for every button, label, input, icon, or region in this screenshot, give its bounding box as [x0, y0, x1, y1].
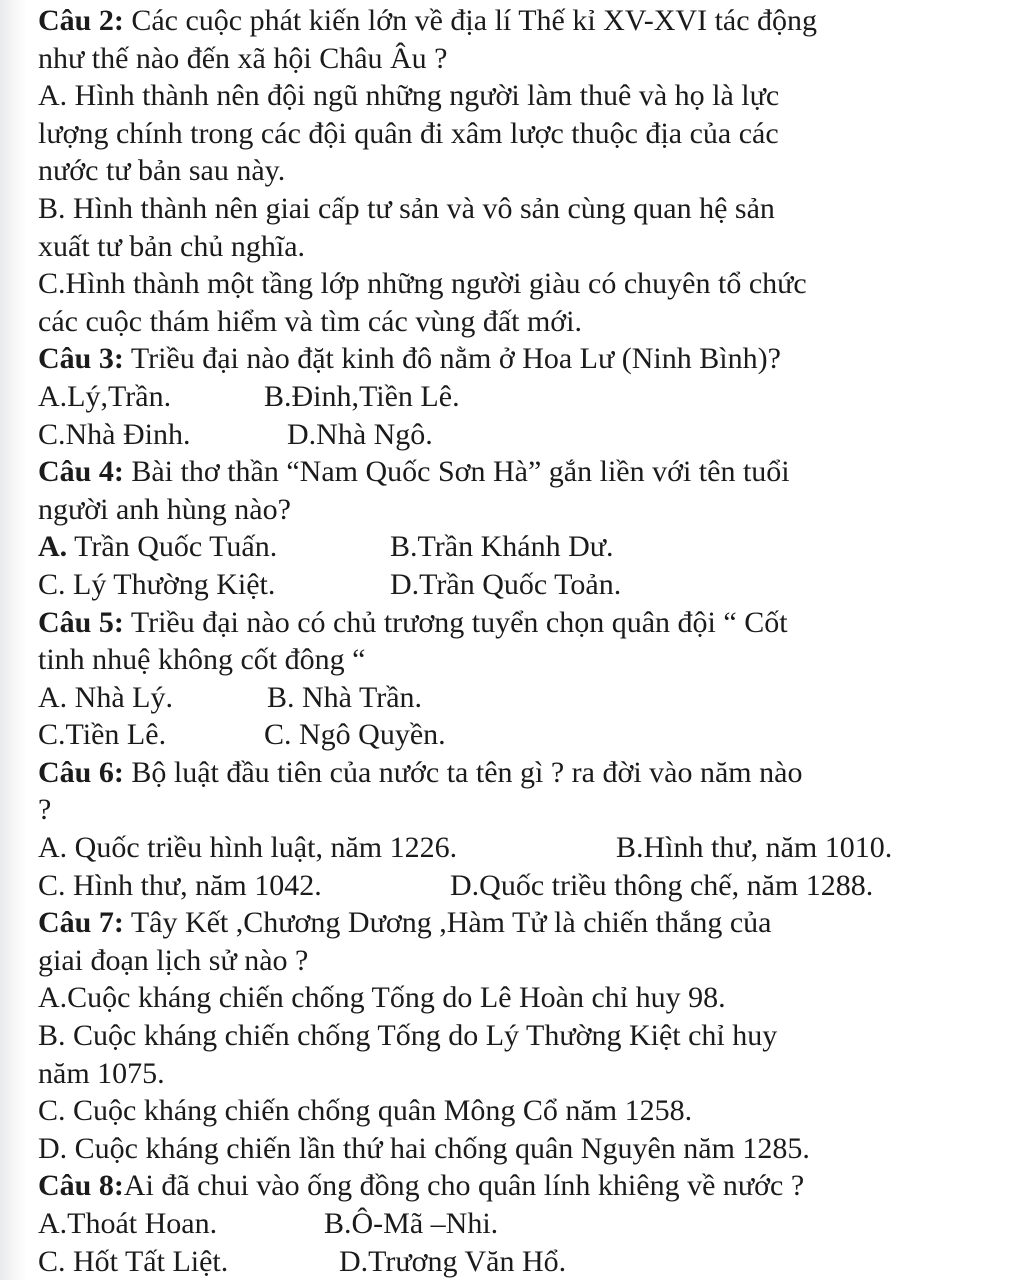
- option-a: A.Thoát Hoan.: [38, 1207, 218, 1240]
- question-text: ?: [38, 793, 52, 827]
- question-4: [38, 453, 1013, 603]
- option-d: C. Ngô Quyền.: [264, 718, 446, 752]
- option-a-prefix: A.: [38, 530, 68, 564]
- question-label: Câu 2:: [38, 4, 124, 37]
- option-text: A.Cuộc kháng chiến chống Tống do Lê Hoàn chỉ huy 98.: [38, 981, 726, 1015]
- question-7: [38, 904, 1013, 1167]
- option-a: A. Quốc triều hình luật, năm 1226.: [38, 831, 458, 865]
- question-text: giai đoạn lịch sử nào ?: [38, 943, 309, 977]
- option-row: [38, 566, 1013, 604]
- option-c: C. Lý Thường Kiệt.: [38, 567, 276, 601]
- option-row: [38, 378, 1013, 416]
- option-row: [38, 1205, 1013, 1243]
- option-c: C.Nhà Đinh.: [38, 417, 191, 451]
- option-text: D. Cuộc kháng chiến lần thứ hai chống quân Nguyên năm 1285.: [38, 1131, 810, 1165]
- option-row: [38, 528, 1013, 566]
- option-row: [38, 416, 1013, 454]
- option-d: D.Quốc triều thông chế, năm 1288.: [450, 868, 874, 902]
- question-line: [38, 604, 1013, 642]
- option-text: lượng chính trong các đội quân đi xâm lược thuộc địa của các: [38, 116, 779, 150]
- option-text: nước tư bản sau này.: [38, 154, 286, 188]
- option-b: B.Hình thư, năm 1010.: [616, 831, 893, 865]
- question-text: Ai đã chui vào ống đồng cho quân lính khiêng về nước ?: [123, 1169, 805, 1203]
- option-a: A.Lý,Trần.: [38, 379, 172, 413]
- option-a: Trần Quốc Tuấn.: [74, 530, 278, 564]
- question-text: Tây Kết ,Chương Dương ,Hàm Tử là chiến thắng của: [130, 906, 772, 940]
- question-line: [38, 904, 1013, 942]
- question-text: Bộ luật đầu tiên của nước ta tên gì ? ra đời vào năm nào: [131, 755, 803, 789]
- question-line: [38, 754, 1013, 792]
- question-line: [38, 453, 1013, 491]
- question-label: Câu 8:: [38, 1169, 124, 1203]
- option-text: C.Hình thành một tầng lớp những người giàu có chuyên tổ chức: [38, 267, 807, 301]
- question-text: người anh hùng nào?: [38, 492, 291, 526]
- question-label: Câu 7:: [38, 906, 124, 940]
- option-d: D.Nhà Ngô.: [287, 417, 433, 451]
- option-text: các cuộc thám hiểm và tìm các vùng đất mới.: [38, 304, 582, 338]
- option-d: D.Trương Văn Hổ.: [339, 1244, 567, 1278]
- option-row: [38, 679, 1013, 717]
- option-c: C. Hốt Tất Liệt.: [38, 1244, 229, 1278]
- question-label: Câu 6:: [38, 755, 124, 789]
- option-a: A. Nhà Lý.: [38, 680, 173, 714]
- option-text: năm 1075.: [38, 1056, 165, 1090]
- option-text: C. Cuộc kháng chiến chống quân Mông Cổ năm 1258.: [38, 1094, 693, 1128]
- option-text: xuất tư bản chủ nghĩa.: [38, 229, 306, 263]
- question-text: Triều đại nào đặt kinh đô nằm ở Hoa Lư (Ninh Bình)?: [130, 342, 781, 376]
- question-line: [38, 340, 1013, 378]
- question-label: Câu 3:: [38, 342, 124, 376]
- option-b: B.Đinh,Tiền Lê.: [264, 379, 460, 413]
- question-2: [38, 2, 1013, 340]
- question-line: [38, 2, 1013, 40]
- question-label: Câu 5:: [38, 605, 124, 639]
- question-6: [38, 754, 1013, 904]
- option-text: B. Cuộc kháng chiến chống Tống do Lý Thường Kiệt chỉ huy: [38, 1019, 778, 1053]
- question-5: [38, 604, 1013, 754]
- question-text: Triều đại nào có chủ trương tuyển chọn quân đội “ Cốt: [130, 605, 788, 639]
- question-line: [38, 1167, 1013, 1205]
- option-c: C. Hình thư, năm 1042.: [38, 868, 322, 902]
- option-row: [38, 867, 1013, 905]
- option-text: B. Hình thành nên giai cấp tư sản và vô sản cùng quan hệ sản: [38, 191, 775, 225]
- option-b: B.Trần Khánh Dư.: [390, 530, 614, 564]
- question-8: [38, 1167, 1013, 1280]
- option-b: B. Nhà Trần.: [267, 680, 423, 714]
- option-text: A. Hình thành nên đội ngũ những người làm thuê và họ là lực: [38, 79, 780, 113]
- option-b: B.Ô-Mã –Nhi.: [324, 1207, 499, 1240]
- option-d: D.Trần Quốc Toản.: [390, 567, 622, 601]
- question-text: tinh nhuệ không cốt đông “: [38, 643, 366, 677]
- option-row: [38, 829, 1013, 867]
- question-text: Các cuộc phát kiến lớn về địa lí Thế kỉ XV-XVI tác động: [131, 4, 818, 37]
- option-row: [38, 1243, 1013, 1280]
- option-c: C.Tiền Lê.: [38, 718, 167, 752]
- option-row: [38, 716, 1013, 754]
- question-text: Bài thơ thần “Nam Quốc Sơn Hà” gắn liền với tên tuổi: [131, 455, 790, 489]
- quiz-document: [38, 2, 1013, 1280]
- question-label: Câu 4:: [38, 455, 124, 489]
- question-text: như thế nào đến xã hội Châu Âu ?: [38, 41, 448, 75]
- question-3: [38, 340, 1013, 453]
